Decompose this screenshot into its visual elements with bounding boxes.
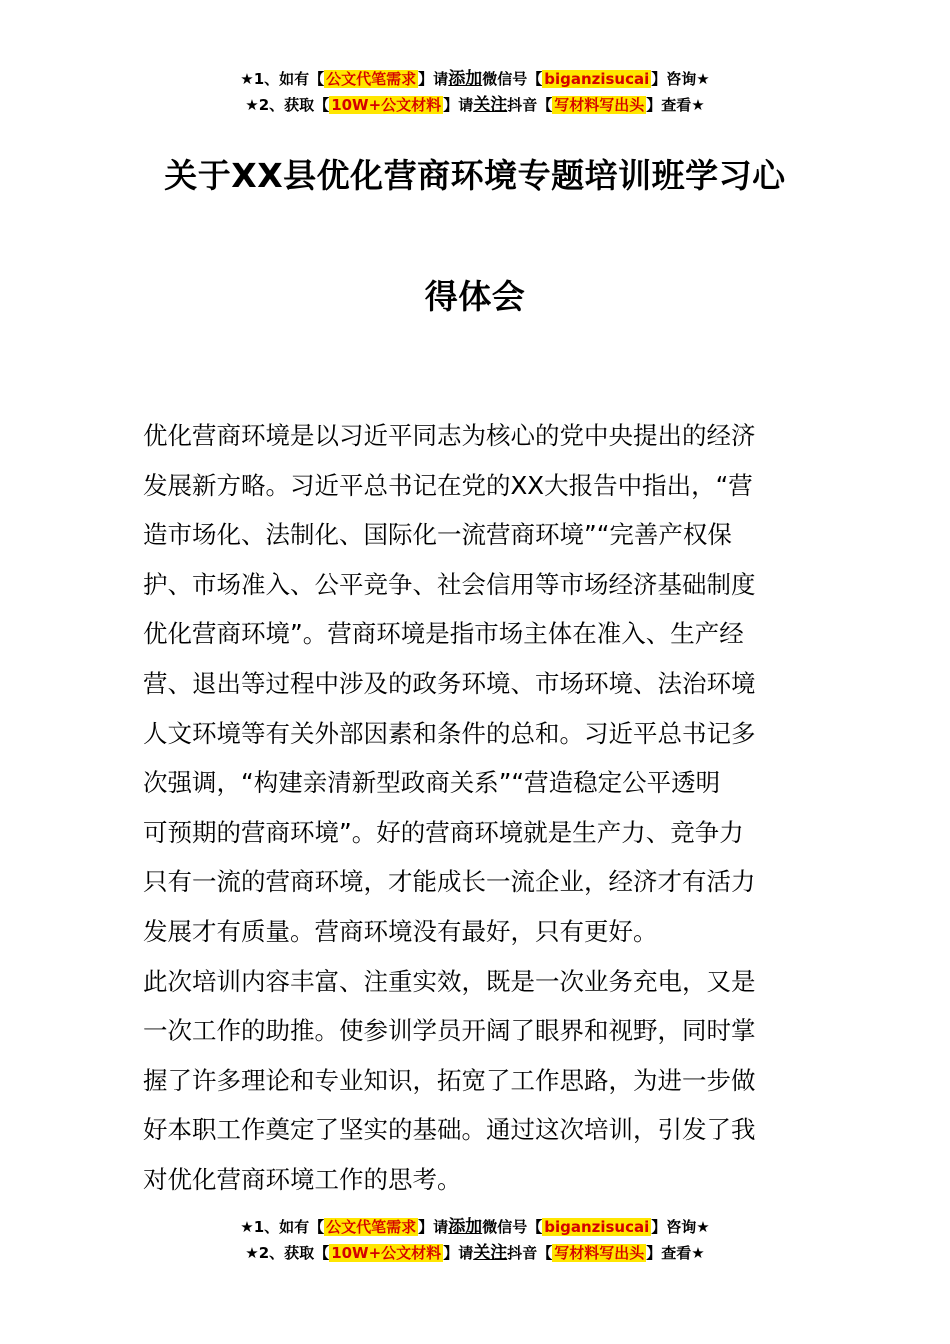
text-line: 营、退出等过程中涉及的政务环境、市场环境、法治环境 <box>143 668 756 698</box>
document-title-line-2: 得体会 <box>424 277 526 316</box>
banner-text: ★2、获取【 <box>245 96 330 114</box>
banner-text: 】请 <box>418 70 449 88</box>
banner-highlight: 写材料写出头 <box>554 96 645 114</box>
text-line: 优化营商环境”。营商环境是指市场主体在准入、生产经 <box>143 619 744 649</box>
banner-text: 抖音【 <box>507 96 553 114</box>
banner-text: 】咨询★ <box>651 1218 710 1236</box>
banner-text: ★2、获取【 <box>245 1244 330 1262</box>
document-title-line-1: 关于XX县优化营商环境专题培训班学习心 <box>164 156 786 195</box>
text-line: 造市场化、法制化、国际化一流营商环境”“完善产权保 <box>143 520 732 550</box>
banner-underlined: 关注 <box>473 1243 508 1263</box>
header-banner <box>0 66 950 118</box>
banner-text: 微信号【 <box>482 70 543 88</box>
text-line: 次强调，“构建亲清新型政商关系”“营造稳定公平透明 <box>143 768 721 798</box>
banner-highlight: 公文代笔需求 <box>326 70 417 88</box>
banner-underlined: 关注 <box>473 95 508 115</box>
document-body <box>143 411 811 1205</box>
banner-line-2 <box>0 92 950 118</box>
banner-highlight: biganzisucai <box>544 1218 650 1236</box>
paragraph-2 <box>143 957 811 1205</box>
banner-line-1 <box>0 66 950 92</box>
banner-text: 】查看★ <box>646 1244 705 1262</box>
banner-line-1 <box>0 1214 950 1240</box>
banner-line-2 <box>0 1240 950 1266</box>
banner-highlight: 写材料写出头 <box>554 1244 645 1262</box>
banner-highlight: 公文代笔需求 <box>326 1218 417 1236</box>
text-line: 握了许多理论和专业知识，拓宽了工作思路，为进一步做 <box>143 1065 756 1095</box>
banner-text: 】请 <box>443 1244 474 1262</box>
text-line: 人文环境等有关外部因素和条件的总和。习近平总书记多 <box>143 718 756 748</box>
banner-highlight: 10W+公文材料 <box>331 96 442 114</box>
footer-banner <box>0 1214 950 1266</box>
banner-text: 】请 <box>443 96 474 114</box>
banner-underlined: 添加 <box>448 1217 483 1237</box>
banner-text: 】咨询★ <box>651 70 710 88</box>
banner-text: 抖音【 <box>507 1244 553 1262</box>
text-line: 好本职工作奠定了坚实的基础。通过这次培训，引发了我 <box>143 1115 756 1145</box>
text-line: 只有一流的营商环境，才能成长一流企业，经济才有活力 <box>143 867 756 897</box>
banner-highlight: 10W+公文材料 <box>331 1244 442 1262</box>
banner-text: 】查看★ <box>646 96 705 114</box>
banner-underlined: 添加 <box>448 69 483 89</box>
text-line: 发展新方略。习近平总书记在党的XX大报告中指出，“营 <box>143 470 753 500</box>
text-line: 一次工作的助推。使参训学员开阔了眼界和视野，同时掌 <box>143 1016 756 1046</box>
banner-text: ★1、如有【 <box>240 1218 325 1236</box>
text-line: 护、市场准入、公平竞争、社会信用等市场经济基础制度 <box>143 569 756 599</box>
text-line: 可预期的营商环境”。好的营商环境就是生产力、竞争力 <box>143 817 744 847</box>
text-line: 对优化营商环境工作的思考。 <box>143 1164 462 1194</box>
text-line: 发展才有质量。营商环境没有最好，只有更好。 <box>143 916 658 946</box>
banner-text: 微信号【 <box>482 1218 543 1236</box>
paragraph-1 <box>143 411 811 957</box>
text-line: 优化营商环境是以习近平同志为核心的党中央提出的经济 <box>143 421 756 450</box>
banner-highlight: biganzisucai <box>544 70 650 88</box>
banner-text: ★1、如有【 <box>240 70 325 88</box>
banner-text: 】请 <box>418 1218 449 1236</box>
text-line: 此次培训内容丰富、注重实效，既是一次业务充电，又是 <box>143 966 756 996</box>
